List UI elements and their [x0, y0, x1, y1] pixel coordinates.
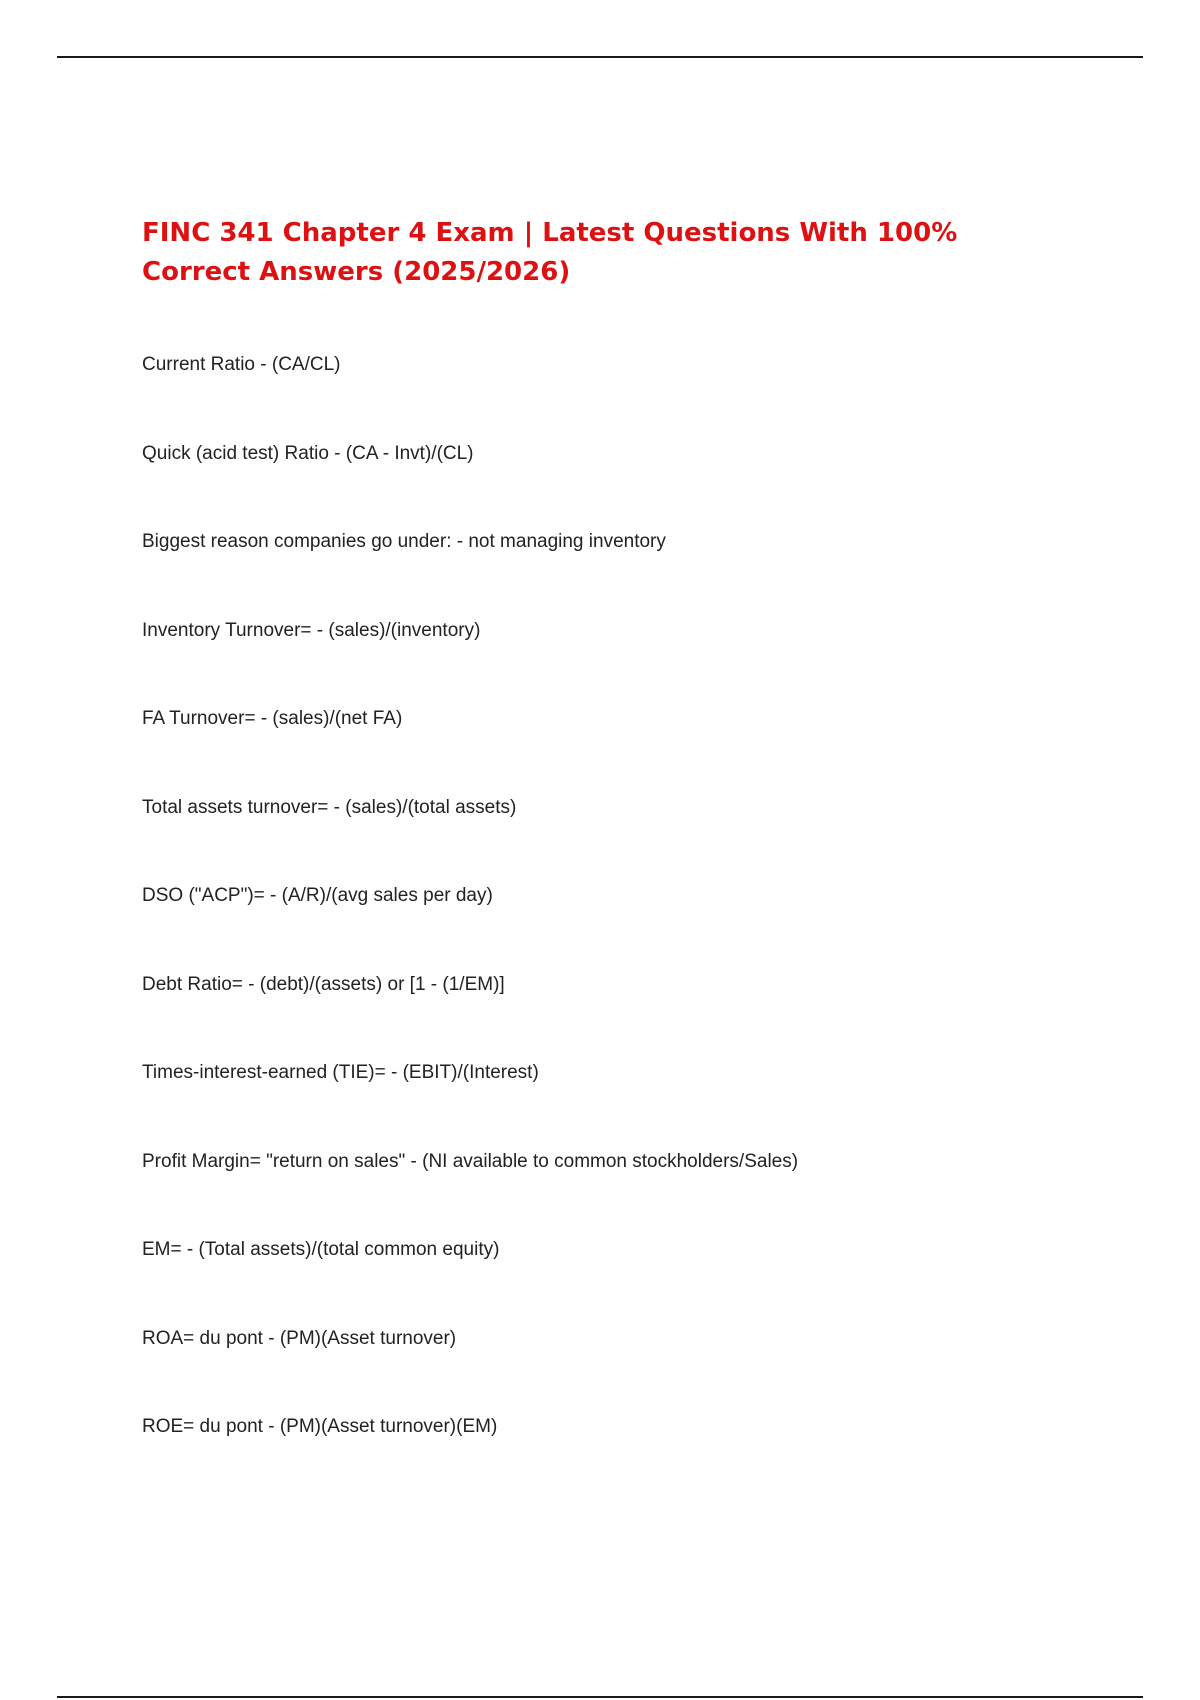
qa-item-current-ratio: Current Ratio - (CA/CL) — [142, 354, 341, 375]
qa-item-total-assets-turnover: Total assets turnover= - (sales)/(total assets) — [142, 796, 517, 818]
qa-item-tie: Times-interest-earned (TIE)= - (EBIT)/(Interest) — [142, 1062, 539, 1083]
qa-item-roe: ROE= du pont - (PM)(Asset turnover)(EM) — [142, 1416, 498, 1437]
qa-item-biggest-reason: Biggest reason companies go under: - not managing inventory — [142, 531, 666, 552]
qa-item-dso: DSO ("ACP")= - (A/R)/(avg sales per day) — [142, 885, 493, 906]
qa-item-roa: ROA= du pont - (PM)(Asset turnover) — [142, 1327, 457, 1349]
qa-item-inventory-turnover: Inventory Turnover= - (sales)/(inventory) — [142, 619, 481, 641]
top-rule — [57, 56, 1143, 58]
page-title: FINC 341 Chapter 4 Exam | Latest Questions With 100% Correct Answers (2025/2026) — [142, 218, 958, 287]
bottom-rule — [57, 1696, 1143, 1698]
qa-item-em: EM= - (Total assets)/(total common equity) — [142, 1239, 500, 1260]
qa-item-fa-turnover: FA Turnover= - (sales)/(net FA) — [142, 708, 403, 729]
qa-item-quick-ratio: Quick (acid test) Ratio - (CA - Invt)/(CL) — [142, 442, 474, 464]
qa-item-profit-margin: Profit Margin= "return on sales" - (NI available to common stockholders/Sales) — [142, 1150, 799, 1172]
qa-item-debt-ratio: Debt Ratio= - (debt)/(assets) or [1 - (1/EM)] — [142, 973, 505, 995]
qa-list — [142, 351, 798, 1502]
